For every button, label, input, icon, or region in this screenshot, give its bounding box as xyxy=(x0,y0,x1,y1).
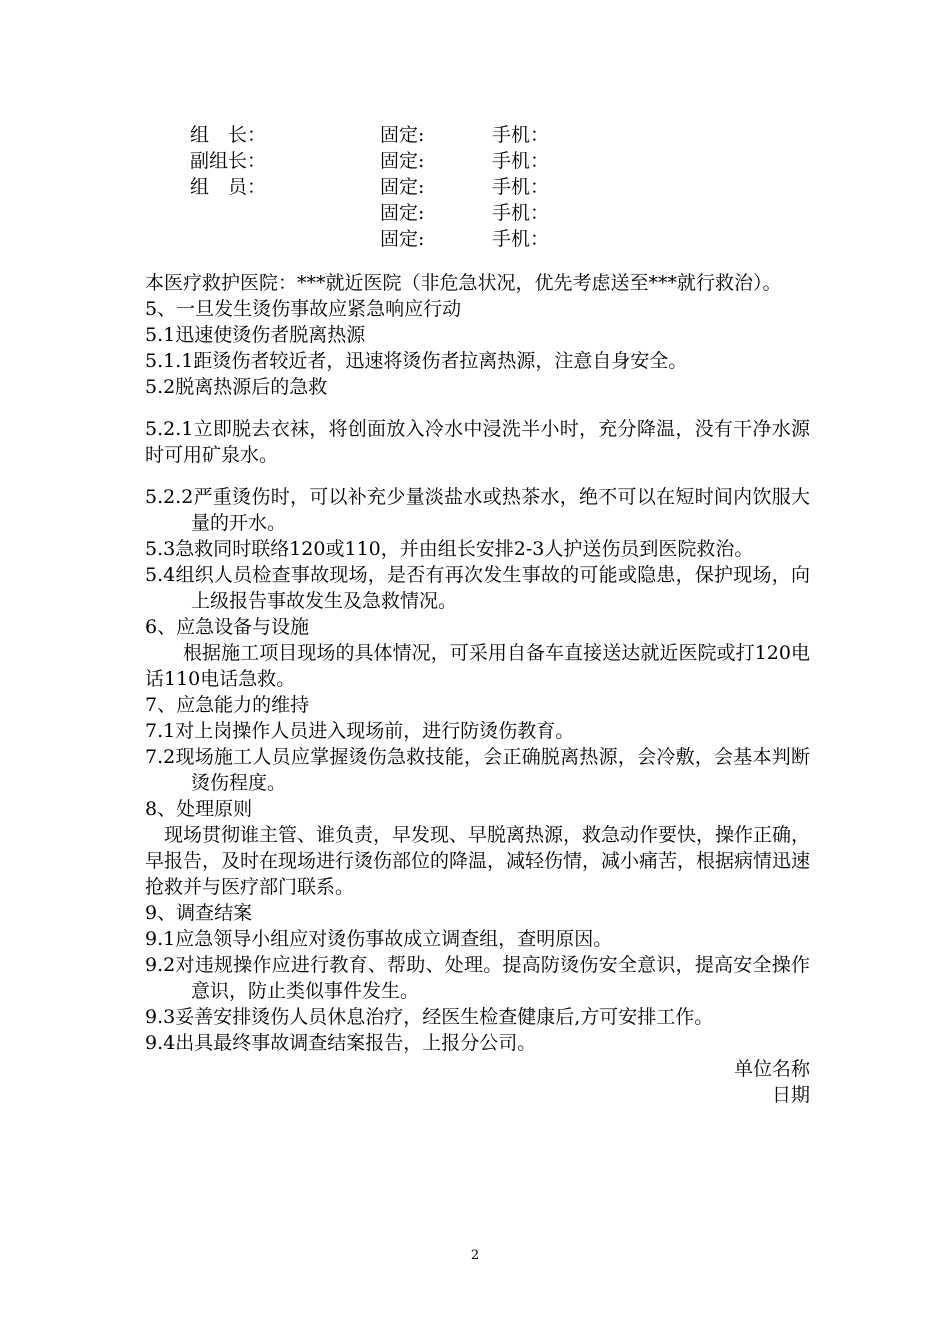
subsection-9-2: 9.2对违规操作应进行教育、帮助、处理。提高防烫伤安全意识，提高安全操作意识，防止类似事件发生。 xyxy=(145,954,810,1002)
subsection-9-1: 9.1应急领导小组应对烫伤事故成立调查组，查明原因。 xyxy=(145,928,613,950)
subsection-5-4: 5.4组织人员检查事故现场，是否有再次发生事故的可能或隐患，保护现场，向上级报告事故发生及急救情况。 xyxy=(145,564,810,612)
contact-fixed-label: 固定: xyxy=(380,176,425,198)
contact-mobile-label: 手机： xyxy=(492,228,550,250)
item-5-1-1: 5.1.1距烫伤者较近者，迅速将烫伤者拉离热源，注意自身安全。 xyxy=(145,350,688,372)
subsection-5-1: 5.1迅速使烫伤者脱离热源 xyxy=(145,324,366,346)
section-heading-9: 9、调查结案 xyxy=(145,902,253,924)
signature-unit: 单位名称 xyxy=(733,1058,810,1080)
subsection-7-2: 7.2现场施工人员应掌握烫伤急救技能，会正确脱离热源，会冷敷，会基本判断烫伤程度。 xyxy=(145,746,810,794)
contact-role: 副组长： xyxy=(190,150,267,172)
contact-mobile-label: 手机： xyxy=(492,124,550,146)
subsection-5-2: 5.2脱离热源后的急救 xyxy=(145,376,328,398)
section-heading-5: 5、一旦发生烫伤事故应紧急响应行动 xyxy=(145,298,462,320)
section-heading-8: 8、处理原则 xyxy=(145,798,253,820)
contact-fixed-label: 固定: xyxy=(380,150,425,172)
page-number: 2 xyxy=(470,1248,480,1263)
section-6-text: 根据施工项目现场的具体情况，可采用自备车直接送达就近医院或打120电话110电话急救。 xyxy=(145,642,810,690)
item-5-2-1: 5.2.1立即脱去衣袜，将创面放入冷水中浸洗半小时，充分降温，没有干净水源时可用矿泉水。 xyxy=(145,418,810,466)
signature-date: 日期 xyxy=(771,1084,810,1106)
subsection-9-4: 9.4出具最终事故调查结案报告，上报分公司。 xyxy=(145,1032,537,1054)
document-body xyxy=(145,270,810,1108)
subsection-7-1: 7.1对上岗操作人员进入现场前，进行防烫伤教育。 xyxy=(145,720,575,742)
contact-fixed-label: 固定: xyxy=(380,228,425,250)
hospital-paragraph: 本医疗救护医院：***就近医院（非危急状况，优先考虑送至***就行救治）。 xyxy=(145,272,782,294)
contact-role: 组 长： xyxy=(190,124,267,146)
section-heading-7: 7、应急能力的维持 xyxy=(145,694,310,716)
section-heading-6: 6、应急设备与设施 xyxy=(145,616,310,638)
contact-fixed-label: 固定: xyxy=(380,124,425,146)
item-5-2-2: 5.2.2严重烫伤时，可以补充少量淡盐水或热茶水，绝不可以在短时间内饮服大量的开水。 xyxy=(145,486,810,534)
contact-fixed-label: 固定: xyxy=(380,202,425,224)
subsection-5-3: 5.3急救同时联络120或110，并由组长安排2-3人护送伤员到医院救治。 xyxy=(145,538,754,560)
contact-role: 组 员： xyxy=(190,176,267,198)
section-8-text: 现场贯彻谁主管、谁负责，早发现、早脱离热源，救急动作要快，操作正确，早报告，及时在现场进行烫伤部位的降温，减轻伤情，减小痛苦，根据病情迅速抢救并与医疗部门联系。 xyxy=(145,824,811,898)
contact-mobile-label: 手机： xyxy=(492,176,550,198)
contact-mobile-label: 手机： xyxy=(492,150,550,172)
subsection-9-3: 9.3妥善安排烫伤人员休息治疗，经医生检查健康后,方可安排工作。 xyxy=(145,1006,714,1028)
contact-mobile-label: 手机： xyxy=(492,202,550,224)
